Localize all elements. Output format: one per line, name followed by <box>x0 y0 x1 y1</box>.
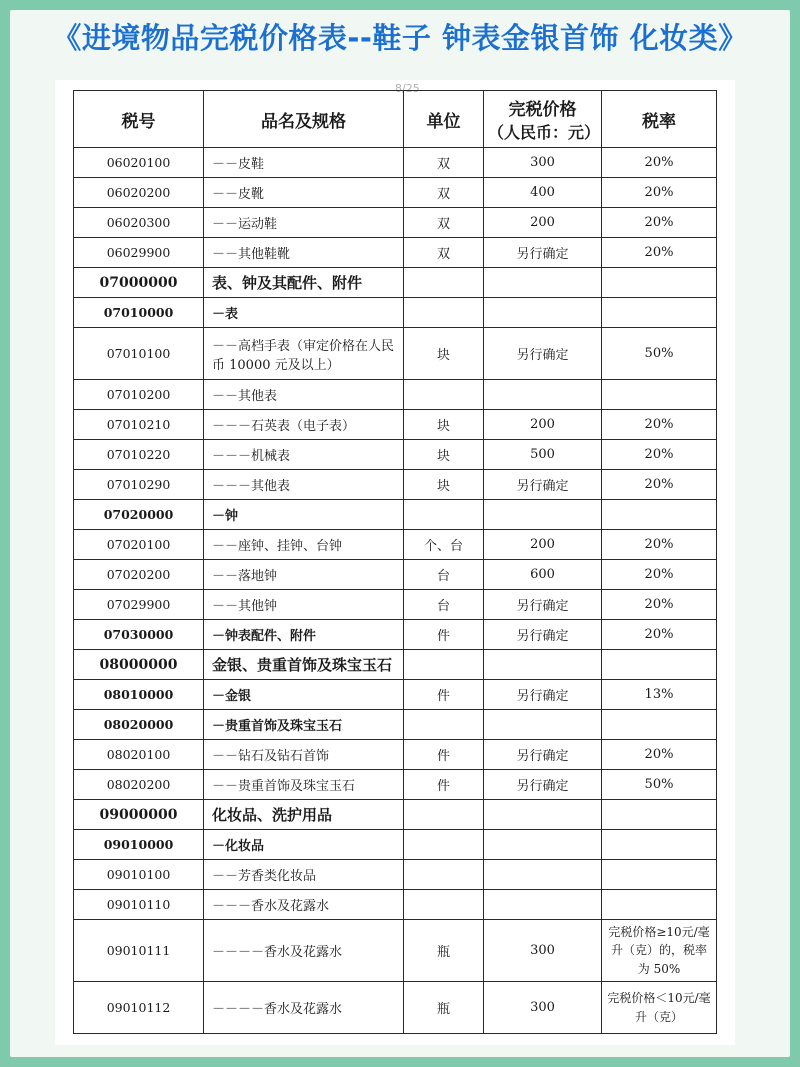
header-unit: 单位 <box>404 91 484 148</box>
cell-price: 另行确定 <box>484 328 602 380</box>
table-row <box>74 148 717 178</box>
cell-rate: 13% <box>602 680 717 710</box>
cell-price: 另行确定 <box>484 238 602 268</box>
document-sheet <box>55 80 735 1045</box>
cell-price: 300 <box>484 920 602 982</box>
cell-price: 500 <box>484 440 602 470</box>
cell-price: 另行确定 <box>484 740 602 770</box>
table-row <box>74 440 717 470</box>
cell-rate: 20% <box>602 178 717 208</box>
cell-rate: 20% <box>602 740 717 770</box>
cell-name: －－其他表 <box>204 380 404 410</box>
cell-code: 09010111 <box>74 920 204 982</box>
table-row <box>74 530 717 560</box>
cell-rate: 20% <box>602 208 717 238</box>
cell-code: 07010100 <box>74 328 204 380</box>
table-row <box>74 920 717 982</box>
table-row <box>74 328 717 380</box>
cell-name: －化妆品 <box>204 830 404 860</box>
table-row <box>74 298 717 328</box>
table-body <box>74 148 717 1034</box>
cell-code: 07020000 <box>74 500 204 530</box>
cell-code: 07020200 <box>74 560 204 590</box>
cell-name: 金银、贵重首饰及珠宝玉石 <box>204 650 404 680</box>
header-rate: 税率 <box>602 91 717 148</box>
cell-code: 08020100 <box>74 740 204 770</box>
cell-price <box>484 830 602 860</box>
table-row <box>74 860 717 890</box>
cell-unit: 块 <box>404 328 484 380</box>
cell-unit <box>404 380 484 410</box>
cell-name: －－其他钟 <box>204 590 404 620</box>
cell-unit <box>404 650 484 680</box>
table-row <box>74 238 717 268</box>
cell-code: 08020000 <box>74 710 204 740</box>
cell-rate <box>602 830 717 860</box>
cell-unit: 双 <box>404 148 484 178</box>
cell-rate <box>602 268 717 298</box>
cell-price: 300 <box>484 148 602 178</box>
cell-price <box>484 710 602 740</box>
cell-price: 另行确定 <box>484 470 602 500</box>
cell-name: －金银 <box>204 680 404 710</box>
cell-name: －表 <box>204 298 404 328</box>
cell-price <box>484 500 602 530</box>
cell-unit: 块 <box>404 470 484 500</box>
cell-unit: 瓶 <box>404 920 484 982</box>
cell-price <box>484 268 602 298</box>
cell-unit: 双 <box>404 238 484 268</box>
cell-unit <box>404 710 484 740</box>
cell-unit <box>404 500 484 530</box>
page-title: 《进境物品完税价格表--鞋子 钟表金银首饰 化妆类》 <box>52 21 748 55</box>
cell-code: 07020100 <box>74 530 204 560</box>
cell-code: 06029900 <box>74 238 204 268</box>
cell-unit: 台 <box>404 560 484 590</box>
table-row <box>74 500 717 530</box>
cell-price: 200 <box>484 410 602 440</box>
cell-rate <box>602 380 717 410</box>
cell-unit: 双 <box>404 208 484 238</box>
cell-unit: 个、台 <box>404 530 484 560</box>
table-row <box>74 770 717 800</box>
cell-unit: 块 <box>404 410 484 440</box>
cell-rate: 50% <box>602 328 717 380</box>
table-row <box>74 470 717 500</box>
cell-rate <box>602 710 717 740</box>
cell-code: 07010290 <box>74 470 204 500</box>
cell-price: 300 <box>484 982 602 1034</box>
cell-price <box>484 800 602 830</box>
cell-rate: 20% <box>602 410 717 440</box>
cell-name: －－落地钟 <box>204 560 404 590</box>
cell-price <box>484 380 602 410</box>
cell-code: 07010000 <box>74 298 204 328</box>
table-row <box>74 380 717 410</box>
cell-price: 400 <box>484 178 602 208</box>
table-row <box>74 268 717 298</box>
cell-unit <box>404 830 484 860</box>
cell-unit <box>404 298 484 328</box>
cell-name: －－其他鞋靴 <box>204 238 404 268</box>
cell-unit <box>404 860 484 890</box>
cell-code: 07010210 <box>74 410 204 440</box>
table-row <box>74 560 717 590</box>
cell-rate: 20% <box>602 440 717 470</box>
cell-price <box>484 650 602 680</box>
cell-unit: 件 <box>404 770 484 800</box>
cell-unit <box>404 890 484 920</box>
table-row <box>74 982 717 1034</box>
table-row <box>74 208 717 238</box>
cell-name: －－－－香水及花露水 <box>204 920 404 982</box>
cell-code: 09010000 <box>74 830 204 860</box>
cell-rate <box>602 298 717 328</box>
table-row <box>74 410 717 440</box>
table-row <box>74 650 717 680</box>
table-row <box>74 800 717 830</box>
cell-unit: 件 <box>404 680 484 710</box>
cell-price: 600 <box>484 560 602 590</box>
cell-code: 08010000 <box>74 680 204 710</box>
cell-price: 200 <box>484 208 602 238</box>
cell-unit: 件 <box>404 620 484 650</box>
cell-name: －－－－香水及花露水 <box>204 982 404 1034</box>
cell-code: 09010110 <box>74 890 204 920</box>
cell-code: 09010100 <box>74 860 204 890</box>
cell-rate: 20% <box>602 470 717 500</box>
table-header-row <box>74 91 717 148</box>
table-row <box>74 890 717 920</box>
cell-price: 另行确定 <box>484 680 602 710</box>
cell-rate: 20% <box>602 148 717 178</box>
cell-rate <box>602 890 717 920</box>
cell-price: 另行确定 <box>484 770 602 800</box>
cell-code: 07029900 <box>74 590 204 620</box>
cell-rate <box>602 650 717 680</box>
cell-name: －－高档手表（审定价格在人民币 10000 元及以上） <box>204 328 404 380</box>
cell-name: －－芳香类化妆品 <box>204 860 404 890</box>
cell-unit: 件 <box>404 740 484 770</box>
table-row <box>74 590 717 620</box>
header-name: 品名及规格 <box>204 91 404 148</box>
cell-unit <box>404 800 484 830</box>
cell-rate: 完税价格＜10元/毫升（克） <box>602 982 717 1034</box>
cell-name: －－－机械表 <box>204 440 404 470</box>
cell-name: －钟表配件、附件 <box>204 620 404 650</box>
cell-rate: 50% <box>602 770 717 800</box>
cell-rate: 20% <box>602 530 717 560</box>
table-row <box>74 740 717 770</box>
cell-price <box>484 890 602 920</box>
cell-rate <box>602 800 717 830</box>
cell-code: 07010200 <box>74 380 204 410</box>
table-row <box>74 620 717 650</box>
cell-price <box>484 298 602 328</box>
cell-code: 09000000 <box>74 800 204 830</box>
cell-rate: 20% <box>602 560 717 590</box>
cell-code: 08020200 <box>74 770 204 800</box>
cell-unit: 块 <box>404 440 484 470</box>
cell-name: －钟 <box>204 500 404 530</box>
cell-name: 化妆品、洗护用品 <box>204 800 404 830</box>
cell-code: 08000000 <box>74 650 204 680</box>
cell-code: 09010112 <box>74 982 204 1034</box>
cell-name: －－贵重首饰及珠宝玉石 <box>204 770 404 800</box>
cell-price: 另行确定 <box>484 620 602 650</box>
cell-unit: 台 <box>404 590 484 620</box>
tax-price-table <box>73 90 717 1034</box>
cell-rate: 20% <box>602 590 717 620</box>
table-row <box>74 680 717 710</box>
cell-code: 06020300 <box>74 208 204 238</box>
cell-name: －贵重首饰及珠宝玉石 <box>204 710 404 740</box>
cell-name: －－皮靴 <box>204 178 404 208</box>
cell-name: －－钻石及钻石首饰 <box>204 740 404 770</box>
cell-name: －－座钟、挂钟、台钟 <box>204 530 404 560</box>
cell-code: 07030000 <box>74 620 204 650</box>
cell-name: －－－石英表（电子表） <box>204 410 404 440</box>
cell-price: 另行确定 <box>484 590 602 620</box>
table-row <box>74 710 717 740</box>
cell-name: －－－香水及花露水 <box>204 890 404 920</box>
cell-name: －－－其他表 <box>204 470 404 500</box>
header-price <box>484 91 602 148</box>
cell-name: －－运动鞋 <box>204 208 404 238</box>
cell-code: 07000000 <box>74 268 204 298</box>
cell-rate <box>602 500 717 530</box>
header-code: 税号 <box>74 91 204 148</box>
cell-rate <box>602 860 717 890</box>
cell-code: 06020100 <box>74 148 204 178</box>
cell-name: 表、钟及其配件、附件 <box>204 268 404 298</box>
cell-rate: 完税价格≥10元/毫升（克）的，税率为 50% <box>602 920 717 982</box>
cell-unit: 双 <box>404 178 484 208</box>
cell-price <box>484 860 602 890</box>
cell-code: 07010220 <box>74 440 204 470</box>
page-number: 8/25 <box>395 82 420 95</box>
table-row <box>74 830 717 860</box>
cell-name: －－皮鞋 <box>204 148 404 178</box>
cell-code: 06020200 <box>74 178 204 208</box>
header-price-line1: 完税价格 <box>508 100 577 120</box>
cell-unit <box>404 268 484 298</box>
header-price-line2: （人民币：元） <box>488 123 601 142</box>
cell-rate: 20% <box>602 238 717 268</box>
cell-unit: 瓶 <box>404 982 484 1034</box>
cell-rate: 20% <box>602 620 717 650</box>
table-row <box>74 178 717 208</box>
cell-price: 200 <box>484 530 602 560</box>
